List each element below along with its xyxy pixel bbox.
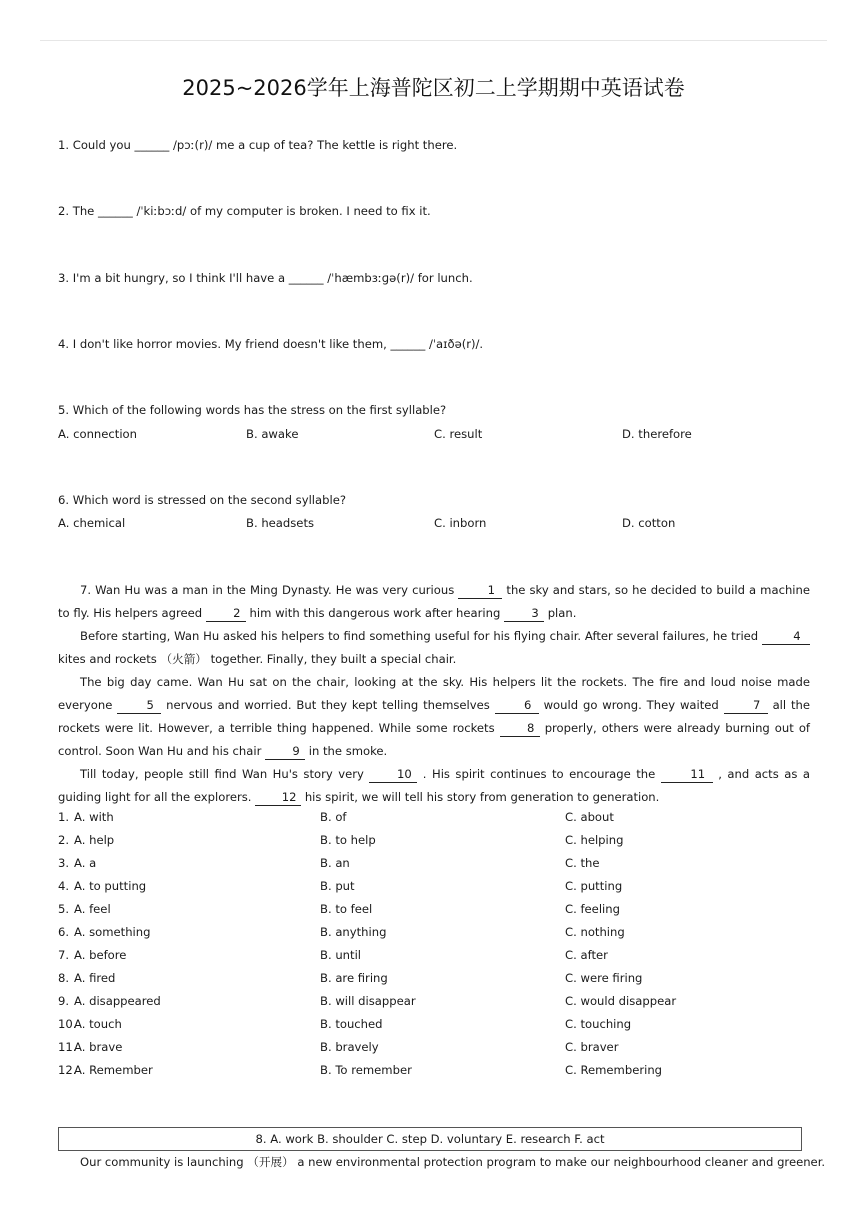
option-d[interactable]: D. cotton xyxy=(622,516,676,530)
option-row: 9. A. disappeared B. will disappear C. would disappear xyxy=(58,994,677,1008)
blank-2[interactable]: 2 xyxy=(206,606,246,622)
option-c[interactable]: C. Remembering xyxy=(565,1063,663,1077)
option-c[interactable]: C. putting xyxy=(565,879,623,893)
page-title: 2025~2026学年上海普陀区初二上学期期中英语试卷 xyxy=(182,76,685,100)
blank-5[interactable]: 5 xyxy=(117,698,161,714)
question-6: 6. Which word is stressed on the second syllable? xyxy=(58,493,346,507)
option-c[interactable]: C. after xyxy=(565,948,608,962)
cloze-options xyxy=(58,810,818,1086)
answer-blank[interactable]: ______ xyxy=(98,204,133,218)
blank-9[interactable]: 9 xyxy=(265,744,305,760)
option-row: 10. A. touch B. touched C. touching xyxy=(58,1017,632,1031)
question-text: 4. I don't like horror movies. My friend doesn't like them, xyxy=(58,337,391,351)
option-a[interactable]: A. chemical xyxy=(58,516,126,530)
option-b[interactable]: B. will disappear xyxy=(320,994,416,1008)
option-b[interactable]: B. touched xyxy=(320,1017,383,1031)
option-c[interactable]: C. feeling xyxy=(565,902,620,916)
blank-8[interactable]: 8 xyxy=(500,721,540,737)
option-row: 4. A. to putting B. put C. putting xyxy=(58,879,623,893)
question-1 xyxy=(58,138,457,152)
option-row: 2. A. help B. to help C. helping xyxy=(58,833,624,847)
option-c[interactable]: C. touching xyxy=(565,1017,632,1031)
option-b[interactable]: B. To remember xyxy=(320,1063,412,1077)
option-a[interactable]: A. connection xyxy=(58,427,137,441)
option-a[interactable]: A. help xyxy=(74,833,115,847)
option-row: 7. A. before B. until C. after xyxy=(58,948,608,962)
option-row: 8. A. fired B. are firing C. were firing xyxy=(58,971,643,985)
option-b[interactable]: B. bravely xyxy=(320,1040,379,1054)
option-c[interactable]: C. would disappear xyxy=(565,994,677,1008)
option-c[interactable]: C. were firing xyxy=(565,971,643,985)
option-b[interactable]: B. of xyxy=(320,810,347,824)
option-a[interactable]: A. to putting xyxy=(74,879,147,893)
option-b[interactable]: B. put xyxy=(320,879,355,893)
option-a[interactable]: A. a xyxy=(74,856,97,870)
question-text: 1. Could you xyxy=(58,138,135,152)
cloze-passage xyxy=(58,579,810,809)
option-c[interactable]: C. result xyxy=(434,427,483,441)
option-b[interactable]: B. headsets xyxy=(246,516,315,530)
question-2 xyxy=(58,204,431,218)
word-bank-box: 8. A. work B. shoulder C. step D. voluntary E. research F. act xyxy=(58,1127,802,1151)
passage-paragraph-4: Till today, people still find Wan Hu's story very 10 . His spirit continues to encourage the 11 , and acts as a guiding light for all the explorers. 12 his spirit, we will tell his story from generation to generation. xyxy=(58,767,810,804)
option-b[interactable]: B. until xyxy=(320,948,362,962)
option-a[interactable]: A. before xyxy=(74,948,127,962)
option-d[interactable]: D. therefore xyxy=(622,427,692,441)
option-a[interactable]: A. feel xyxy=(74,902,111,916)
option-c[interactable]: C. the xyxy=(565,856,600,870)
option-a[interactable]: A. disappeared xyxy=(74,994,161,1008)
blank-3[interactable]: 3 xyxy=(504,606,544,622)
option-c[interactable]: C. about xyxy=(565,810,614,824)
question-3 xyxy=(58,271,473,285)
question-text: /ˈkiːbɔːd/ of my computer is broken. I need to fix it. xyxy=(132,204,431,218)
option-a[interactable]: A. fired xyxy=(74,971,116,985)
question-5: 5. Which of the following words has the stress on the first syllable? xyxy=(58,403,447,417)
option-b[interactable]: B. anything xyxy=(320,925,387,939)
answer-blank[interactable]: ______ xyxy=(134,138,170,152)
option-b[interactable]: B. an xyxy=(320,856,350,870)
answer-blank[interactable]: ______ xyxy=(288,271,324,285)
option-c[interactable]: C. nothing xyxy=(565,925,625,939)
option-row: 6. A. something B. anything C. nothing xyxy=(58,925,625,939)
question-4 xyxy=(58,337,483,351)
option-b[interactable]: B. are firing xyxy=(320,971,388,985)
option-row: 12. A. Remember B. To remember C. Remembering xyxy=(58,1063,663,1077)
option-a[interactable]: A. something xyxy=(74,925,151,939)
question-text: 3. I'm a bit hungry, so I think I'll have a xyxy=(58,271,289,285)
blank-6[interactable]: 6 xyxy=(495,698,539,714)
option-row: 1. A. with B. of C. about xyxy=(58,810,614,824)
passage-intro-line: Our community is launching （开展） a new environmental protection program to make our neighbourhood cleaner and greener. xyxy=(80,1155,826,1169)
blank-4[interactable]: 4 xyxy=(762,629,810,645)
answer-blank[interactable]: ______ xyxy=(390,337,426,351)
blank-11[interactable]: 11 xyxy=(661,767,713,783)
option-c[interactable]: C. helping xyxy=(565,833,624,847)
blank-1[interactable]: 1 xyxy=(458,583,502,599)
option-b[interactable]: B. to feel xyxy=(320,902,373,916)
option-c[interactable]: C. inborn xyxy=(434,516,487,530)
question-text: 2. The xyxy=(58,204,98,218)
option-a[interactable]: A. touch xyxy=(74,1017,122,1031)
option-a[interactable]: A. brave xyxy=(74,1040,123,1054)
option-b[interactable]: B. to help xyxy=(320,833,376,847)
passage-paragraph-2: Before starting, Wan Hu asked his helpers to find something useful for his flying chair. After several failures, he tried 4 kites and rockets （火箭） together. Finally, they built a special chair. xyxy=(58,625,810,671)
top-divider xyxy=(40,40,827,41)
blank-10[interactable]: 10 xyxy=(369,767,417,783)
question-text: /ˈhæmbɜːɡə(r)/ for lunch. xyxy=(323,271,473,285)
question-text: /ˈaɪðə(r)/. xyxy=(425,337,484,351)
option-row: 11. A. brave B. bravely C. braver xyxy=(58,1040,619,1054)
option-row: 3. A. a B. an C. the xyxy=(58,856,600,870)
passage-paragraph-3: The big day came. Wan Hu sat on the chair, looking at the sky. His helpers lit the rockets. The fire and loud noise made everyone 5 nervous and worried. But they kept telling themselves 6 would go wrong. They waited 7 all the rockets were lit. However, a terrible thing happened. While some rockets 8 properly, others were already burning out of control. Soon Wan Hu and his chair 9 in the smoke. xyxy=(58,675,811,758)
option-row: 5. A. feel B. to feel C. feeling xyxy=(58,902,620,916)
option-c[interactable]: C. braver xyxy=(565,1040,619,1054)
blank-7[interactable]: 7 xyxy=(724,698,768,714)
option-a[interactable]: A. Remember xyxy=(74,1063,153,1077)
blank-12[interactable]: 12 xyxy=(255,790,301,806)
passage-paragraph-1: 7. Wan Hu was a man in the Ming Dynasty. He was very curious 1 the sky and stars, so he decided to build a machine to fly. His helpers agreed 2 him with this dangerous work after hearing 3 plan. xyxy=(58,583,810,620)
option-b[interactable]: B. awake xyxy=(246,427,299,441)
question-text: /pɔː(r)/ me a cup of tea? The kettle is right there. xyxy=(169,138,458,152)
option-a[interactable]: A. with xyxy=(74,810,114,824)
